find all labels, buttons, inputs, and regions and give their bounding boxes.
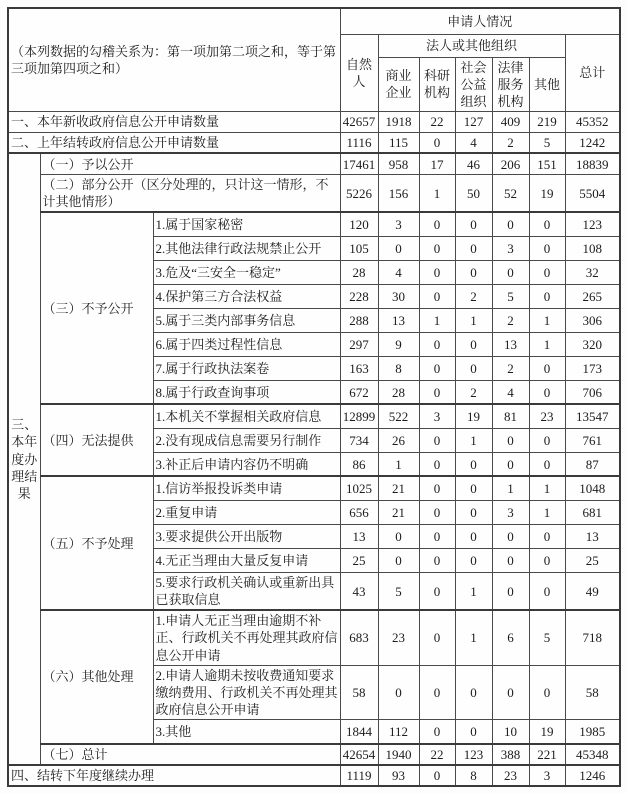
data-cell: 683 — [340, 610, 378, 665]
header-row-1 — [8, 8, 620, 34]
table-body — [8, 111, 620, 786]
data-cell: 8 — [455, 765, 492, 786]
data-cell: 0 — [529, 236, 565, 260]
data-cell: 0 — [419, 765, 455, 786]
data-cell: 42657 — [340, 111, 378, 132]
applicant-status-header: 申请人情况 — [340, 8, 620, 34]
data-cell: 17 — [419, 153, 455, 174]
data-cell: 0 — [529, 452, 565, 476]
sub-item-label: 1.本机关不掌握相关政府信息 — [153, 404, 340, 428]
sub-item-label: 6.属于四类过程性信息 — [153, 332, 340, 356]
data-cell: 0 — [419, 524, 455, 548]
data-cell: 681 — [565, 500, 620, 524]
data-cell: 206 — [492, 153, 529, 174]
sub-item-label: 1.信访举报投诉类申请 — [153, 476, 340, 500]
data-cell: 12899 — [340, 404, 378, 428]
data-cell: 0 — [419, 572, 455, 610]
data-cell: 761 — [565, 428, 620, 452]
data-cell: 25 — [565, 548, 620, 572]
data-cell: 0 — [455, 452, 492, 476]
data-cell: 50 — [455, 174, 492, 212]
data-cell: 0 — [419, 452, 455, 476]
data-cell: 32 — [565, 260, 620, 284]
data-cell: 0 — [492, 212, 529, 236]
data-cell: 1 — [529, 476, 565, 500]
data-cell: 1048 — [565, 476, 620, 500]
data-cell: 1025 — [340, 476, 378, 500]
data-cell: 19 — [529, 720, 565, 744]
data-cell: 5 — [529, 610, 565, 665]
data-cell: 219 — [529, 111, 565, 132]
data-cell: 5 — [529, 132, 565, 153]
data-cell: 46 — [455, 153, 492, 174]
data-cell: 3 — [378, 212, 419, 236]
data-cell: 28 — [378, 380, 419, 404]
sub-item-label: 3.补正后申请内容仍不明确 — [153, 452, 340, 476]
data-cell: 0 — [419, 476, 455, 500]
data-cell: 151 — [529, 153, 565, 174]
data-cell: 0 — [529, 428, 565, 452]
data-cell: 0 — [455, 332, 492, 356]
header-note: （本列数据的勾稽关系为：第一项加第二项之和，等于第三项加第四项之和） — [8, 8, 340, 111]
data-cell: 1 — [419, 174, 455, 212]
data-cell: 49 — [565, 572, 620, 610]
data-cell: 0 — [529, 548, 565, 572]
table-row — [8, 212, 620, 236]
data-cell: 0 — [419, 132, 455, 153]
data-cell: 1 — [455, 428, 492, 452]
data-cell: 23 — [378, 610, 419, 665]
data-cell: 6 — [492, 610, 529, 665]
table-row — [8, 765, 620, 786]
group-label: （三）不予公开 — [40, 212, 153, 404]
data-cell: 2 — [492, 308, 529, 332]
data-cell: 1116 — [340, 132, 378, 153]
data-cell: 120 — [340, 212, 378, 236]
data-cell: 0 — [492, 572, 529, 610]
data-cell: 58 — [340, 665, 378, 719]
data-cell: 0 — [455, 356, 492, 380]
group-label: （一）予以公开 — [40, 153, 340, 174]
table-row — [8, 610, 620, 665]
data-cell: 1918 — [378, 111, 419, 132]
data-cell: 0 — [378, 548, 419, 572]
data-cell: 0 — [419, 284, 455, 308]
data-cell: 13 — [565, 524, 620, 548]
data-cell: 706 — [565, 380, 620, 404]
data-cell: 1 — [492, 476, 529, 500]
data-cell: 123 — [565, 212, 620, 236]
data-cell: 0 — [529, 380, 565, 404]
data-cell: 127 — [455, 111, 492, 132]
column-header-natural-person: 自然人 — [340, 34, 378, 111]
data-cell: 958 — [378, 153, 419, 174]
data-cell: 0 — [455, 476, 492, 500]
group-label: （五）不予处理 — [40, 476, 153, 610]
data-cell: 1940 — [378, 744, 419, 765]
data-cell: 5 — [492, 284, 529, 308]
data-cell: 2 — [492, 356, 529, 380]
data-cell: 0 — [529, 524, 565, 548]
data-cell: 4 — [455, 132, 492, 153]
data-cell: 0 — [419, 665, 455, 719]
data-cell: 45348 — [565, 744, 620, 765]
data-cell: 1844 — [340, 720, 378, 744]
legal-org-group-header: 法人或其他组织 — [378, 34, 565, 57]
data-cell: 86 — [340, 452, 378, 476]
table-row — [8, 476, 620, 500]
data-cell: 1 — [529, 500, 565, 524]
data-cell: 2 — [455, 284, 492, 308]
sub-item-label: 2.没有现成信息需要另行制作 — [153, 428, 340, 452]
data-cell: 52 — [492, 174, 529, 212]
data-cell: 22 — [419, 744, 455, 765]
data-cell: 0 — [419, 548, 455, 572]
column-header-research-institution: 科研机构 — [419, 57, 455, 111]
data-cell: 1 — [529, 308, 565, 332]
data-cell: 105 — [340, 236, 378, 260]
data-cell: 8 — [378, 356, 419, 380]
data-cell: 0 — [529, 356, 565, 380]
data-cell: 28 — [340, 260, 378, 284]
row-label-section-1: 一、本年新收政府信息公开申请数量 — [8, 111, 340, 132]
data-cell: 112 — [378, 720, 419, 744]
data-cell: 10 — [492, 720, 529, 744]
data-cell: 2 — [455, 380, 492, 404]
data-cell: 718 — [565, 610, 620, 665]
data-cell: 0 — [492, 428, 529, 452]
statistics-table — [7, 7, 621, 787]
data-cell: 9 — [378, 332, 419, 356]
data-cell: 0 — [492, 548, 529, 572]
data-cell: 0 — [455, 720, 492, 744]
data-cell: 0 — [529, 665, 565, 719]
sub-item-label: 8.属于行政查询事项 — [153, 380, 340, 404]
data-cell: 13547 — [565, 404, 620, 428]
sub-item-label: 1.属于国家秘密 — [153, 212, 340, 236]
data-cell: 1 — [455, 610, 492, 665]
data-cell: 1 — [529, 332, 565, 356]
data-cell: 221 — [529, 744, 565, 765]
column-header-business-enterprise: 商业企业 — [378, 57, 419, 111]
data-cell: 3 — [492, 236, 529, 260]
data-cell: 656 — [340, 500, 378, 524]
data-cell: 0 — [455, 500, 492, 524]
data-cell: 4 — [492, 380, 529, 404]
data-cell: 0 — [419, 720, 455, 744]
sub-item-label: 7.属于行政执法案卷 — [153, 356, 340, 380]
data-cell: 13 — [340, 524, 378, 548]
data-cell: 87 — [565, 452, 620, 476]
data-cell: 2 — [492, 132, 529, 153]
group-label: （六）其他处理 — [40, 610, 153, 743]
data-cell: 42654 — [340, 744, 378, 765]
data-cell: 1 — [455, 308, 492, 332]
data-cell: 4 — [378, 260, 419, 284]
sub-item-label: 2.申请人逾期未按收费通知要求缴纳费用、行政机关不再处理其政府信息公开申请 — [153, 665, 340, 719]
sub-item-label: 2.其他法律行政法规禁止公开 — [153, 236, 340, 260]
data-cell: 0 — [378, 236, 419, 260]
sub-item-label: 3.要求提供公开出版物 — [153, 524, 340, 548]
data-cell: 306 — [565, 308, 620, 332]
data-cell: 0 — [419, 332, 455, 356]
data-cell: 23 — [529, 404, 565, 428]
data-cell: 0 — [419, 236, 455, 260]
data-cell: 115 — [378, 132, 419, 153]
data-cell: 297 — [340, 332, 378, 356]
data-cell: 0 — [419, 610, 455, 665]
data-cell: 0 — [492, 524, 529, 548]
sub-item-label: 1.申请人无正当理由逾期不补正、行政机关不再处理其政府信息公开申请 — [153, 610, 340, 665]
group-label: （四）无法提供 — [40, 404, 153, 476]
data-cell: 3 — [529, 765, 565, 786]
data-cell: 320 — [565, 332, 620, 356]
data-cell: 1119 — [340, 765, 378, 786]
table-row — [8, 111, 620, 132]
column-header-legal-service-org: 法律服务机构 — [492, 57, 529, 111]
data-cell: 1 — [455, 572, 492, 610]
data-cell: 0 — [529, 284, 565, 308]
data-cell: 13 — [378, 308, 419, 332]
column-header-total: 总计 — [565, 34, 620, 111]
data-cell: 1242 — [565, 132, 620, 153]
column-header-other: 其他 — [529, 57, 565, 111]
row-label-section-3: 三、本年度办理结果 — [8, 153, 40, 764]
group-label: （二）部分公开（区分处理的，只计这一情形，不计其他情形） — [40, 174, 340, 212]
data-cell: 173 — [565, 356, 620, 380]
data-cell: 5 — [378, 572, 419, 610]
sub-item-label: 3.其他 — [153, 720, 340, 744]
data-cell: 21 — [378, 500, 419, 524]
data-cell: 3 — [492, 500, 529, 524]
row-label-section-2: 二、上年结转政府信息公开申请数量 — [8, 132, 340, 153]
group-label: （七）总计 — [40, 744, 340, 765]
data-cell: 21 — [378, 476, 419, 500]
table-row — [8, 153, 620, 174]
table-row — [8, 174, 620, 212]
data-cell: 409 — [492, 111, 529, 132]
data-cell: 156 — [378, 174, 419, 212]
data-cell: 672 — [340, 380, 378, 404]
data-cell: 0 — [529, 572, 565, 610]
data-cell: 228 — [340, 284, 378, 308]
data-cell: 13 — [492, 332, 529, 356]
data-cell: 0 — [455, 665, 492, 719]
data-cell: 0 — [529, 260, 565, 284]
table-row — [8, 744, 620, 765]
data-cell: 58 — [565, 665, 620, 719]
data-cell: 22 — [419, 111, 455, 132]
sub-item-label: 5.属于三类内部事务信息 — [153, 308, 340, 332]
data-cell: 0 — [419, 212, 455, 236]
data-cell: 1985 — [565, 720, 620, 744]
sub-item-label: 3.危及“三安全一稳定” — [153, 260, 340, 284]
data-cell: 26 — [378, 428, 419, 452]
data-cell: 1246 — [565, 765, 620, 786]
data-cell: 3 — [419, 404, 455, 428]
data-cell: 734 — [340, 428, 378, 452]
sub-item-label: 4.无正当理由大量反复申请 — [153, 548, 340, 572]
data-cell: 388 — [492, 744, 529, 765]
data-cell: 45352 — [565, 111, 620, 132]
data-cell: 108 — [565, 236, 620, 260]
data-cell: 0 — [492, 452, 529, 476]
column-header-social-welfare-org: 社会公益组织 — [455, 57, 492, 111]
data-cell: 0 — [455, 212, 492, 236]
sub-item-label: 4.保护第三方合法权益 — [153, 284, 340, 308]
data-cell: 0 — [378, 524, 419, 548]
data-cell: 0 — [492, 260, 529, 284]
data-cell: 25 — [340, 548, 378, 572]
data-cell: 0 — [378, 665, 419, 719]
data-cell: 18839 — [565, 153, 620, 174]
row-label-section-4: 四、结转下年度继续办理 — [8, 765, 340, 786]
data-cell: 0 — [455, 548, 492, 572]
sub-item-label: 5.要求行政机关确认或重新出具已获取信息 — [153, 572, 340, 610]
data-cell: 163 — [340, 356, 378, 380]
data-cell: 5226 — [340, 174, 378, 212]
data-cell: 0 — [419, 260, 455, 284]
data-cell: 265 — [565, 284, 620, 308]
data-cell: 19 — [529, 174, 565, 212]
data-cell: 43 — [340, 572, 378, 610]
data-cell: 19 — [455, 404, 492, 428]
data-cell: 0 — [455, 236, 492, 260]
sub-item-label: 2.重复申请 — [153, 500, 340, 524]
data-cell: 123 — [455, 744, 492, 765]
data-cell: 288 — [340, 308, 378, 332]
data-cell: 0 — [455, 260, 492, 284]
data-cell: 0 — [529, 212, 565, 236]
data-cell: 522 — [378, 404, 419, 428]
data-cell: 0 — [419, 500, 455, 524]
table-row — [8, 132, 620, 153]
data-cell: 0 — [419, 356, 455, 380]
data-cell: 17461 — [340, 153, 378, 174]
data-cell: 0 — [419, 380, 455, 404]
data-cell: 30 — [378, 284, 419, 308]
data-cell: 0 — [492, 665, 529, 719]
data-cell: 0 — [419, 428, 455, 452]
data-cell: 1 — [419, 308, 455, 332]
table-row — [8, 404, 620, 428]
data-cell: 93 — [378, 765, 419, 786]
data-cell: 81 — [492, 404, 529, 428]
data-cell: 5504 — [565, 174, 620, 212]
data-cell: 23 — [492, 765, 529, 786]
data-cell: 1 — [378, 452, 419, 476]
data-cell: 0 — [455, 524, 492, 548]
